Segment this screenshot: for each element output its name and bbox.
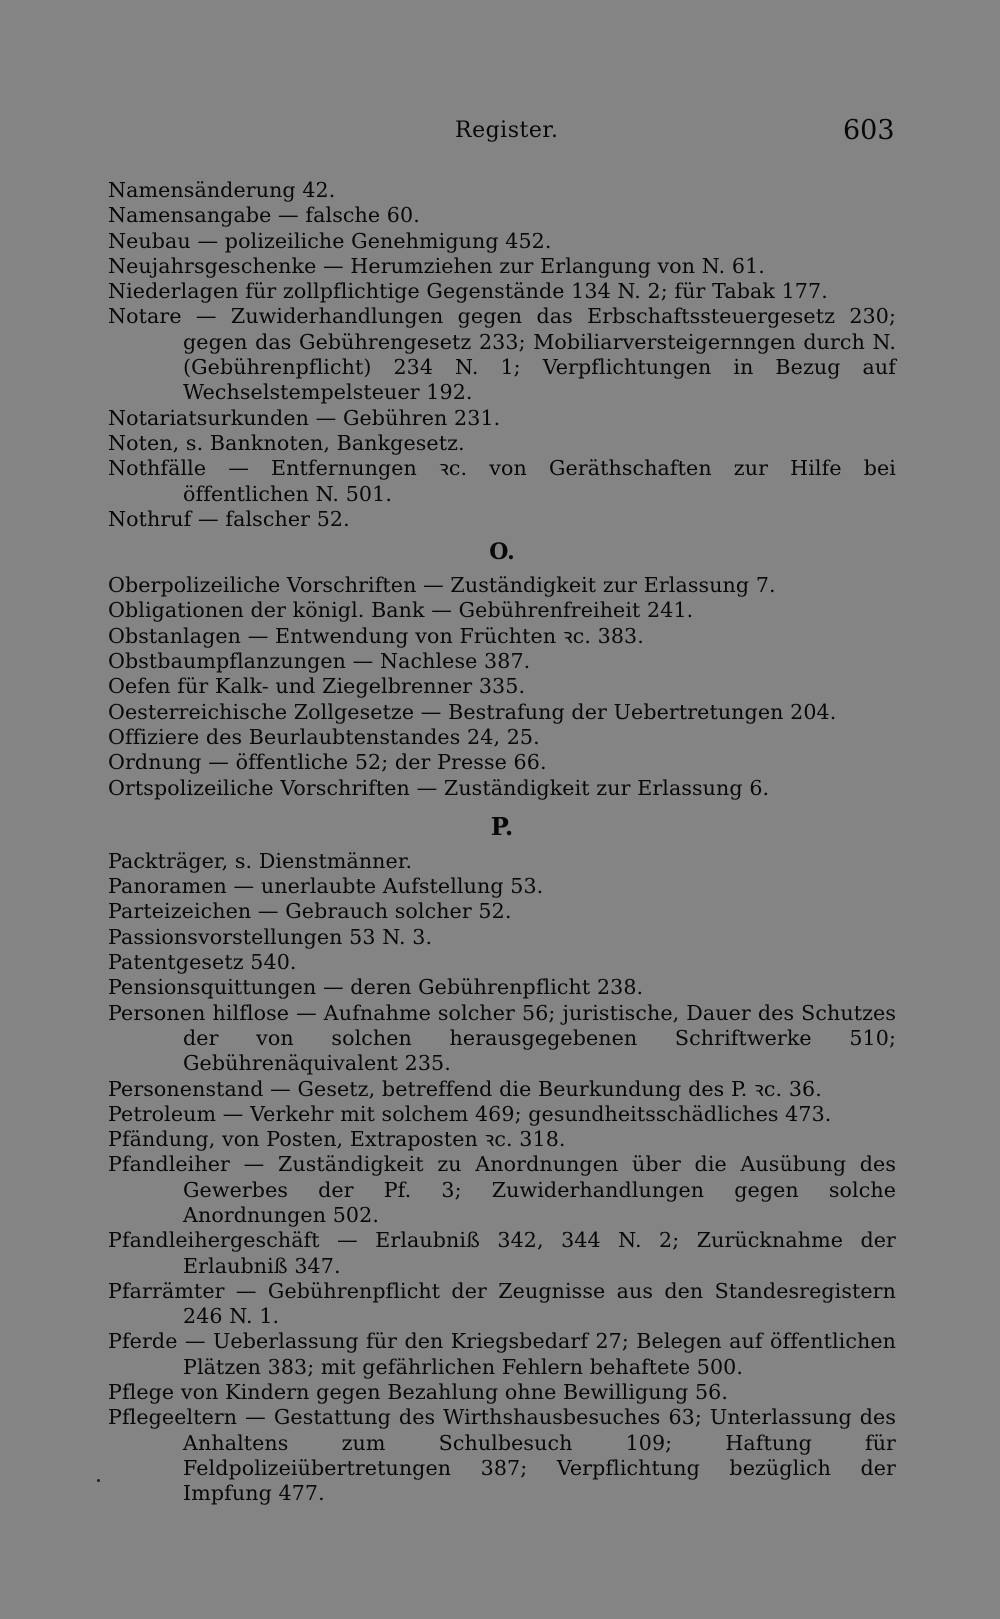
index-entry: Oberpolizeiliche Vorschriften — Zuständigkeit zur Erlassung 7.	[108, 573, 776, 598]
scan-speck	[97, 1479, 100, 1482]
index-entry: Oefen für Kalk- und Ziegelbrenner 335.	[108, 674, 526, 699]
index-entry: Notare — Zuwiderhandlungen gegen das Erbschaftssteuergesetz 230; gegen das Gebührengesetz 233; Mobiliarversteigernngen durch N. (Gebührenpflicht) 234 N. 1; Verpflichtungen in Bezug auf Wechselstempelsteuer 192.	[108, 304, 896, 405]
section-heading-o: O.	[489, 539, 515, 566]
index-entry: Pfandleihergeschäft — Erlaubniß 342, 344 N. 2; Zurücknahme der Erlaubniß 347.	[108, 1228, 896, 1278]
index-entry: Pensionsquittungen — deren Gebührenpflicht 238.	[108, 975, 644, 1000]
index-entry: Petroleum — Verkehr mit solchem 469; gesundheitsschädliches 473.	[108, 1101, 832, 1126]
index-entry: Namensänderung 42.	[108, 178, 336, 202]
index-entry: Pferde — Ueberlassung für den Kriegsbedarf 27; Belegen auf öffentlichen Plätzen 383; mit gefährlichen Fehlern behaftete 500.	[108, 1329, 896, 1379]
page-number: 603	[843, 115, 895, 146]
index-entry: Passionsvorstellungen 53 N. 3.	[108, 924, 433, 949]
index-entry: Personen hilflose — Aufnahme solcher 56; juristische, Dauer des Schutzes der von solchen herausgegebenen Schriftwerke 510; Gebührenäquivalent 235.	[108, 1000, 896, 1076]
index-entry: Noten, s. Banknoten, Bankgesetz.	[108, 430, 465, 455]
index-entry: Niederlagen für zollpflichtige Gegenstände 134 N. 2; für Tabak 177.	[108, 279, 828, 304]
index-entry: Offiziere des Beurlaubtenstandes 24, 25.	[108, 724, 540, 749]
index-entry: Obstanlagen — Entwendung von Früchten ꝛc. 383.	[108, 623, 644, 648]
index-entry: Pfandleiher — Zuständigkeit zu Anordnungen über die Ausübung des Gewerbes der Pf. 3; Zuwiderhandlungen gegen solche Anordnungen 502.	[108, 1152, 896, 1227]
index-entry: Obstbaumpflanzungen — Nachlese 387.	[108, 649, 531, 674]
section-heading-p: P.	[490, 811, 514, 841]
index-entry: Pflegeeltern — Gestattung des Wirthshausbesuches 63; Unterlassung des Anhaltens zum Schulbesuch 109; Haftung für Feldpolizeiübertretungen 387; Verpflichtung bezüglich der Impfung 477.	[108, 1405, 896, 1506]
index-entry: Notariatsurkunden — Gebühren 231.	[108, 405, 501, 430]
index-entry: Parteizeichen — Gebrauch solcher 52.	[108, 899, 512, 924]
index-entry: Oesterreichische Zollgesetze — Bestrafung der Uebertretungen 204.	[108, 699, 837, 724]
index-entry: Nothruf — falscher 52.	[108, 506, 350, 531]
index-entry: Ortspolizeiliche Vorschriften — Zuständigkeit zur Erlassung 6.	[108, 775, 770, 800]
index-entry: Obligationen der königl. Bank — Gebührenfreiheit 241.	[108, 598, 694, 623]
index-entry: Pfändung, von Posten, Extraposten ꝛc. 318.	[108, 1127, 566, 1152]
index-entry: Ordnung — öffentliche 52; der Presse 66.	[108, 750, 547, 775]
index-entry: Neujahrsgeschenke — Herumziehen zur Erlangung von N. 61.	[108, 253, 765, 278]
index-entry: Pfarrämter — Gebührenpflicht der Zeugnisse aus den Standesregistern 246 N. 1.	[108, 1278, 896, 1329]
index-entry: Nothfälle — Entfernungen ꝛc. von Geräthschaften zur Hilfe bei öffentlichen N. 501.	[108, 456, 896, 506]
running-head	[0, 115, 1000, 158]
index-entry: Namensangabe — falsche 60.	[108, 203, 420, 228]
index-entry: Pflege von Kindern gegen Bezahlung ohne Bewilligung 56.	[108, 1380, 729, 1405]
index-entry: Packträger, s. Dienstmänner.	[108, 848, 413, 873]
index-column	[108, 178, 896, 1507]
running-head-title: Register.	[455, 118, 559, 143]
index-entry: Personenstand — Gesetz, betreffend die Beurkundung des P. ꝛc. 36.	[108, 1076, 822, 1101]
index-entry: Panoramen — unerlaubte Aufstellung 53.	[108, 874, 544, 899]
index-entry: Neubau — polizeiliche Genehmigung 452.	[108, 228, 552, 253]
index-entry: Patentgesetz 540.	[108, 950, 297, 975]
